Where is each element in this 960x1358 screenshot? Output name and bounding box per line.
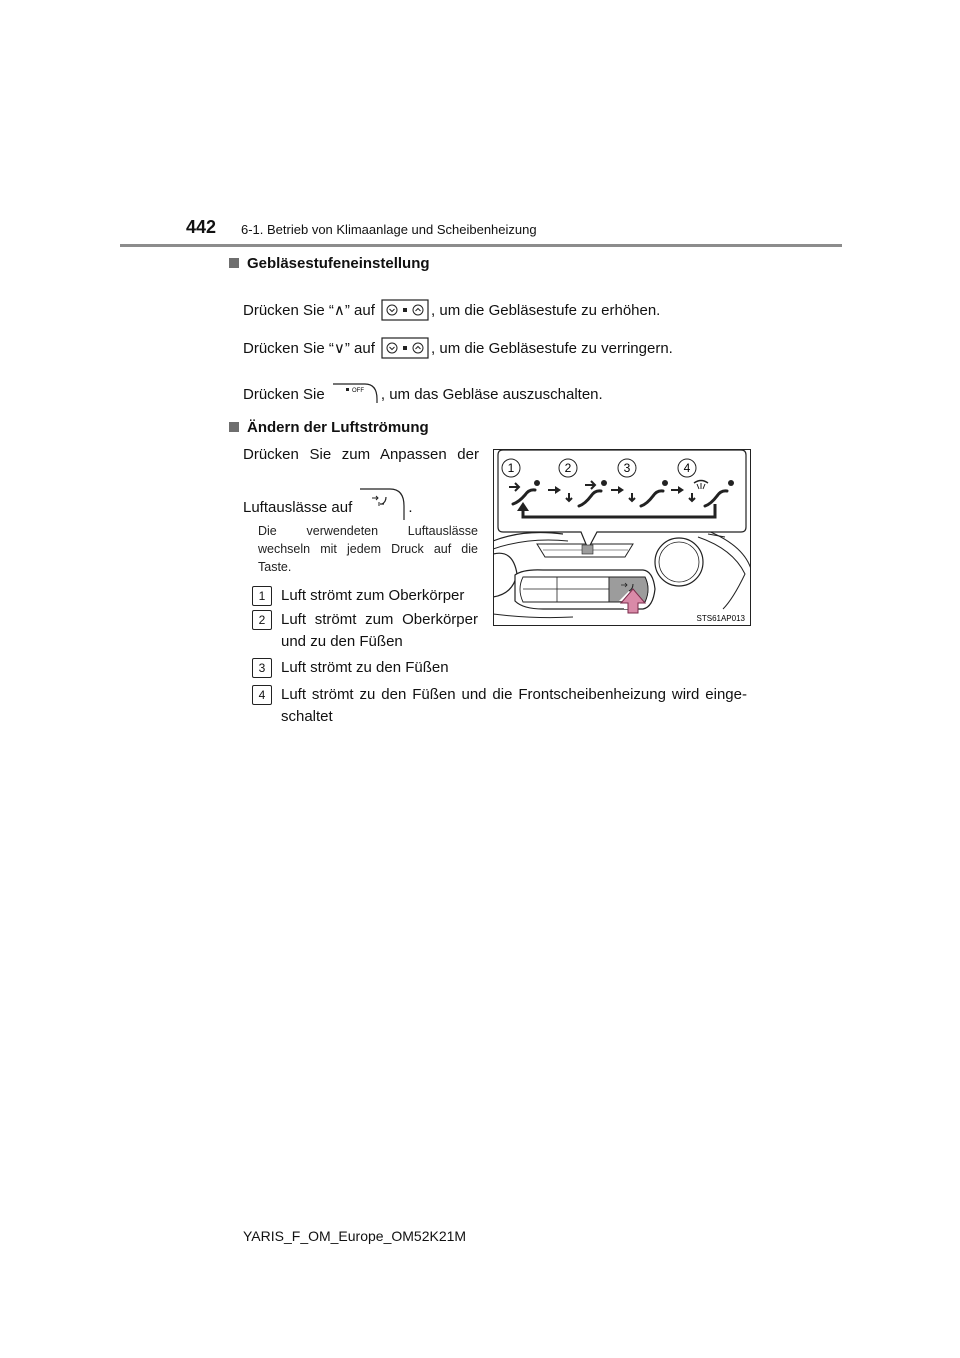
svg-text:OFF: OFF [351, 388, 364, 394]
list-number-badge: 1 [252, 586, 272, 606]
list-number-badge: 3 [252, 658, 272, 678]
list-number-badge: 2 [252, 610, 272, 630]
figure-label-4: 4 [683, 461, 691, 475]
fan-speed-button-icon [381, 337, 429, 359]
airflow-mode-illustration [493, 449, 751, 626]
section-title: 6-1. Betrieb von Klimaanlage und Scheibenheizung [241, 222, 537, 237]
footer-document-id: YARIS_F_OM_Europe_OM52K21M [243, 1228, 467, 1244]
header-divider [120, 244, 842, 247]
figure-code: STS61AP013 [696, 614, 745, 623]
square-bullet-icon [229, 258, 239, 268]
fan-increase-text: Drücken Sie “∧” auf , um die Gebläsestufe zu erhöhen. [243, 299, 660, 321]
square-bullet-icon [229, 422, 239, 432]
figure-label-2: 2 [564, 461, 572, 475]
fan-speed-heading: Gebläsestufeneinstellung [229, 255, 430, 272]
figure-label-3: 3 [623, 461, 631, 475]
page-number: 442 [186, 217, 217, 237]
airflow-intro-line1: Drücken Sie zum Anpassen der [243, 446, 479, 463]
figure-label-1: 1 [507, 461, 515, 475]
airflow-heading: Ändern der Luftströmung [229, 419, 429, 436]
airflow-note: Die verwendeten Luftauslässe wechseln mit jedem Druck auf die Taste. [258, 524, 478, 574]
fan-off-button-icon [331, 381, 379, 405]
airflow-intro-line2: Luftauslässe auf . [243, 486, 413, 522]
fan-off-text: Drücken Sie OFF , um das Gebläse auszuschalten. [243, 381, 603, 405]
list-number-badge: 4 [252, 685, 272, 705]
fan-speed-button-icon [381, 299, 429, 321]
fan-decrease-text: Drücken Sie “∨” auf , um die Gebläsestufe zu verringern. [243, 337, 673, 359]
airflow-mode-button-icon [358, 486, 406, 522]
